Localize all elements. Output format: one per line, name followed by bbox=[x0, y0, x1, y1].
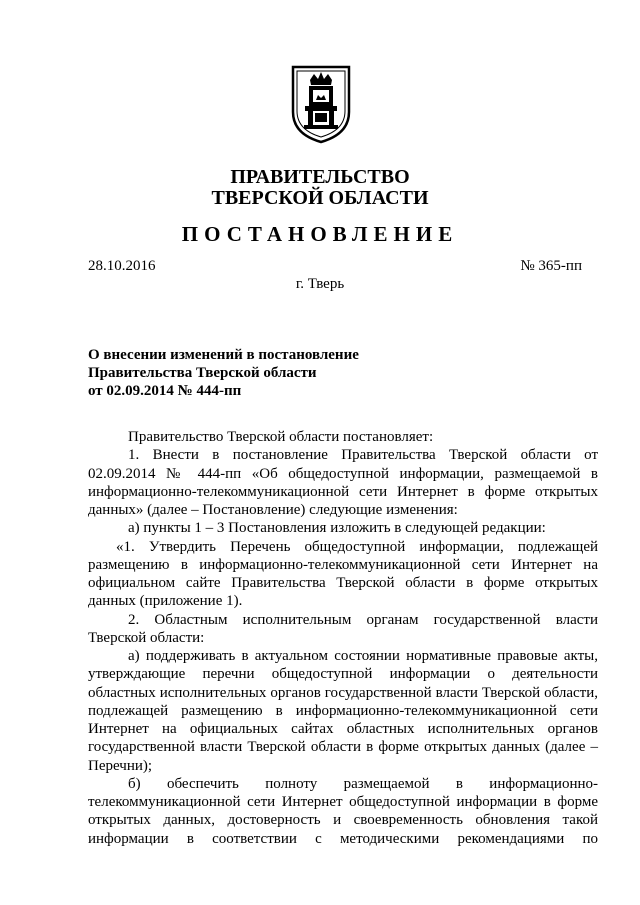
document-date: 28.10.2016 bbox=[88, 258, 156, 274]
body-paragraph: «1. Утвердить Перечень общедоступной информации, подлежащей размещению в информационно-телекоммуникационной сети Интернет на официальном сайте Правительства Тверской области в форме открытых данных (приложение 1). bbox=[88, 538, 598, 610]
body-paragraph: а) пункты 1 – 3 Постановления изложить в следующей редакции: bbox=[128, 520, 546, 537]
tver-coat-of-arms-icon bbox=[290, 64, 352, 144]
subject-line: О внесении изменений в постановление bbox=[88, 347, 359, 363]
document-body bbox=[88, 428, 598, 848]
subject-line: от 02.09.2014 № 444-пп bbox=[88, 383, 242, 399]
government-name-line2: ТВЕРСКОЙ ОБЛАСТИ bbox=[211, 187, 429, 209]
government-name-line1: ПРАВИТЕЛЬСТВО bbox=[230, 166, 410, 188]
body-paragraph: 2. Областным исполнительным органам государственной власти Тверской области: bbox=[88, 611, 598, 646]
document-subject bbox=[88, 346, 448, 400]
document-number: № 365-пп bbox=[520, 258, 582, 274]
body-paragraph: б) обеспечить полноту размещаемой в информационно-телекоммуникационной сети Интернет общедоступной информации в форме открытых данных, достоверность и своевременность обновления такой информации в соответствии с методическими рекомендациями по bbox=[88, 775, 598, 847]
body-paragraph: 1. Внести в постановление Правительства Тверской области от 02.09.2014 № 444-пп «Об общедоступной информации, размещаемой в информационно-телекоммуникационной сети Интернет в форме открытых данных» (далее – Постановление) следующие изменения: bbox=[88, 447, 598, 518]
document-city: г. Тверь bbox=[295, 276, 345, 292]
subject-line: Правительства Тверской области bbox=[88, 365, 317, 381]
document-type-title: ПОСТАНОВЛЕНИЕ bbox=[181, 222, 459, 246]
body-paragraph: а) поддерживать в актуальном состоянии нормативные правовые акты, утверждающие перечни общедоступной информации о деятельности областных исполнительных органов государственной власти Тверской области, подлежащей размещению в информационно-телекоммуникационной сети Интернет на официальных сайтах областных исполнительных органов государственной власти Тверской области в форме открытых данных (далее – Перечни); bbox=[88, 648, 598, 774]
body-paragraph: Правительство Тверской области постановляет: bbox=[128, 429, 434, 445]
